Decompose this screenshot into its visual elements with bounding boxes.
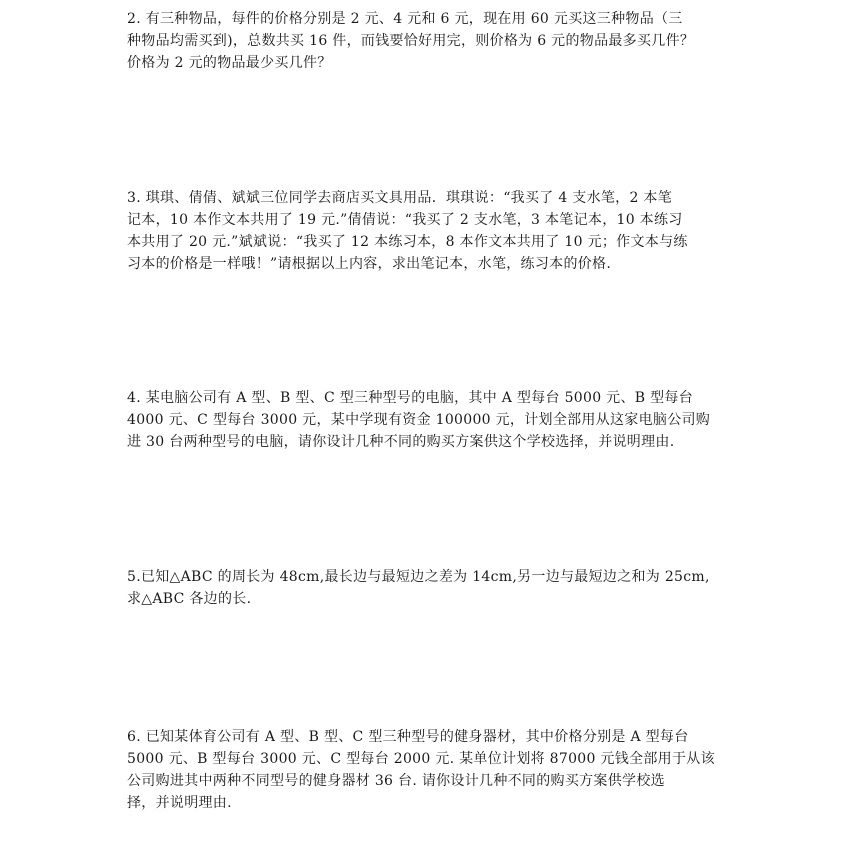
problem-6 (127, 726, 717, 814)
problem-2-line-1: 2. 有三种物品，每件的价格分别是 2 元、4 元和 6 元，现在用 60 元买这三种物品（三 (127, 11, 683, 27)
problem-5 (127, 566, 717, 610)
problem-4 (127, 387, 717, 453)
problem-3-line-1: 3. 琪琪、倩倩、斌斌三位同学去商店买文具用品．琪琪说：“我买了 4 支水笔，2 本笔 (127, 190, 673, 206)
problem-3-line-2: 记本，10 本作文本共用了 19 元.”倩倩说：“我买了 2 支水笔，3 本笔记本，10 本练习 (127, 212, 683, 228)
problem-2-line-2: 种物品均需买到)，总数共买 16 件，而钱要恰好用完，则价格为 6 元的物品最多买几件？ (127, 33, 695, 49)
problem-6-line-2: 5000 元、B 型每台 3000 元、C 型每台 2000 元. 某单位计划将 87000 元钱全部用于从该 (127, 751, 715, 767)
problem-4-line-3: 进 30 台两种型号的电脑，请你设计几种不同的购买方案供这个学校选择，并说明理由. (127, 434, 675, 450)
problem-6-line-4: 择，并说明理由. (127, 795, 232, 811)
problem-5-line-2: 求△ABC 各边的长. (127, 591, 252, 607)
problem-5-line-1: 5.已知△ABC 的周长为 48cm,最长边与最短边之差为 14cm,另一边与最短边之和为 25cm, (127, 569, 710, 585)
problem-4-line-2: 4000 元、C 型每台 3000 元，某中学现有资金 100000 元，计划全部用从这家电脑公司购 (127, 412, 711, 428)
problem-3-line-3: 本共用了 20 元.”斌斌说：“我买了 12 本练习本，8 本作文本共用了 10 元；作文本与练 (127, 234, 688, 250)
problem-3-line-4: 习本的价格是一样哦！”请根据以上内容，求出笔记本，水笔，练习本的价格. (127, 256, 612, 272)
problem-6-line-3: 公司购进其中两种不同型号的健身器材 36 台. 请你设计几种不同的购买方案供学校选 (127, 773, 665, 789)
problem-6-line-1: 6. 已知某体育公司有 A 型、B 型、C 型三种型号的健身器材，其中价格分别是 A 型每台 (127, 729, 689, 745)
problem-4-line-1: 4. 某电脑公司有 A 型、B 型、C 型三种型号的电脑，其中 A 型每台 5000 元、B 型每台 (127, 390, 693, 406)
problem-3 (127, 187, 717, 275)
problem-2 (127, 8, 717, 74)
problem-2-line-3: 价格为 2 元的物品最少买几件？ (127, 55, 332, 71)
